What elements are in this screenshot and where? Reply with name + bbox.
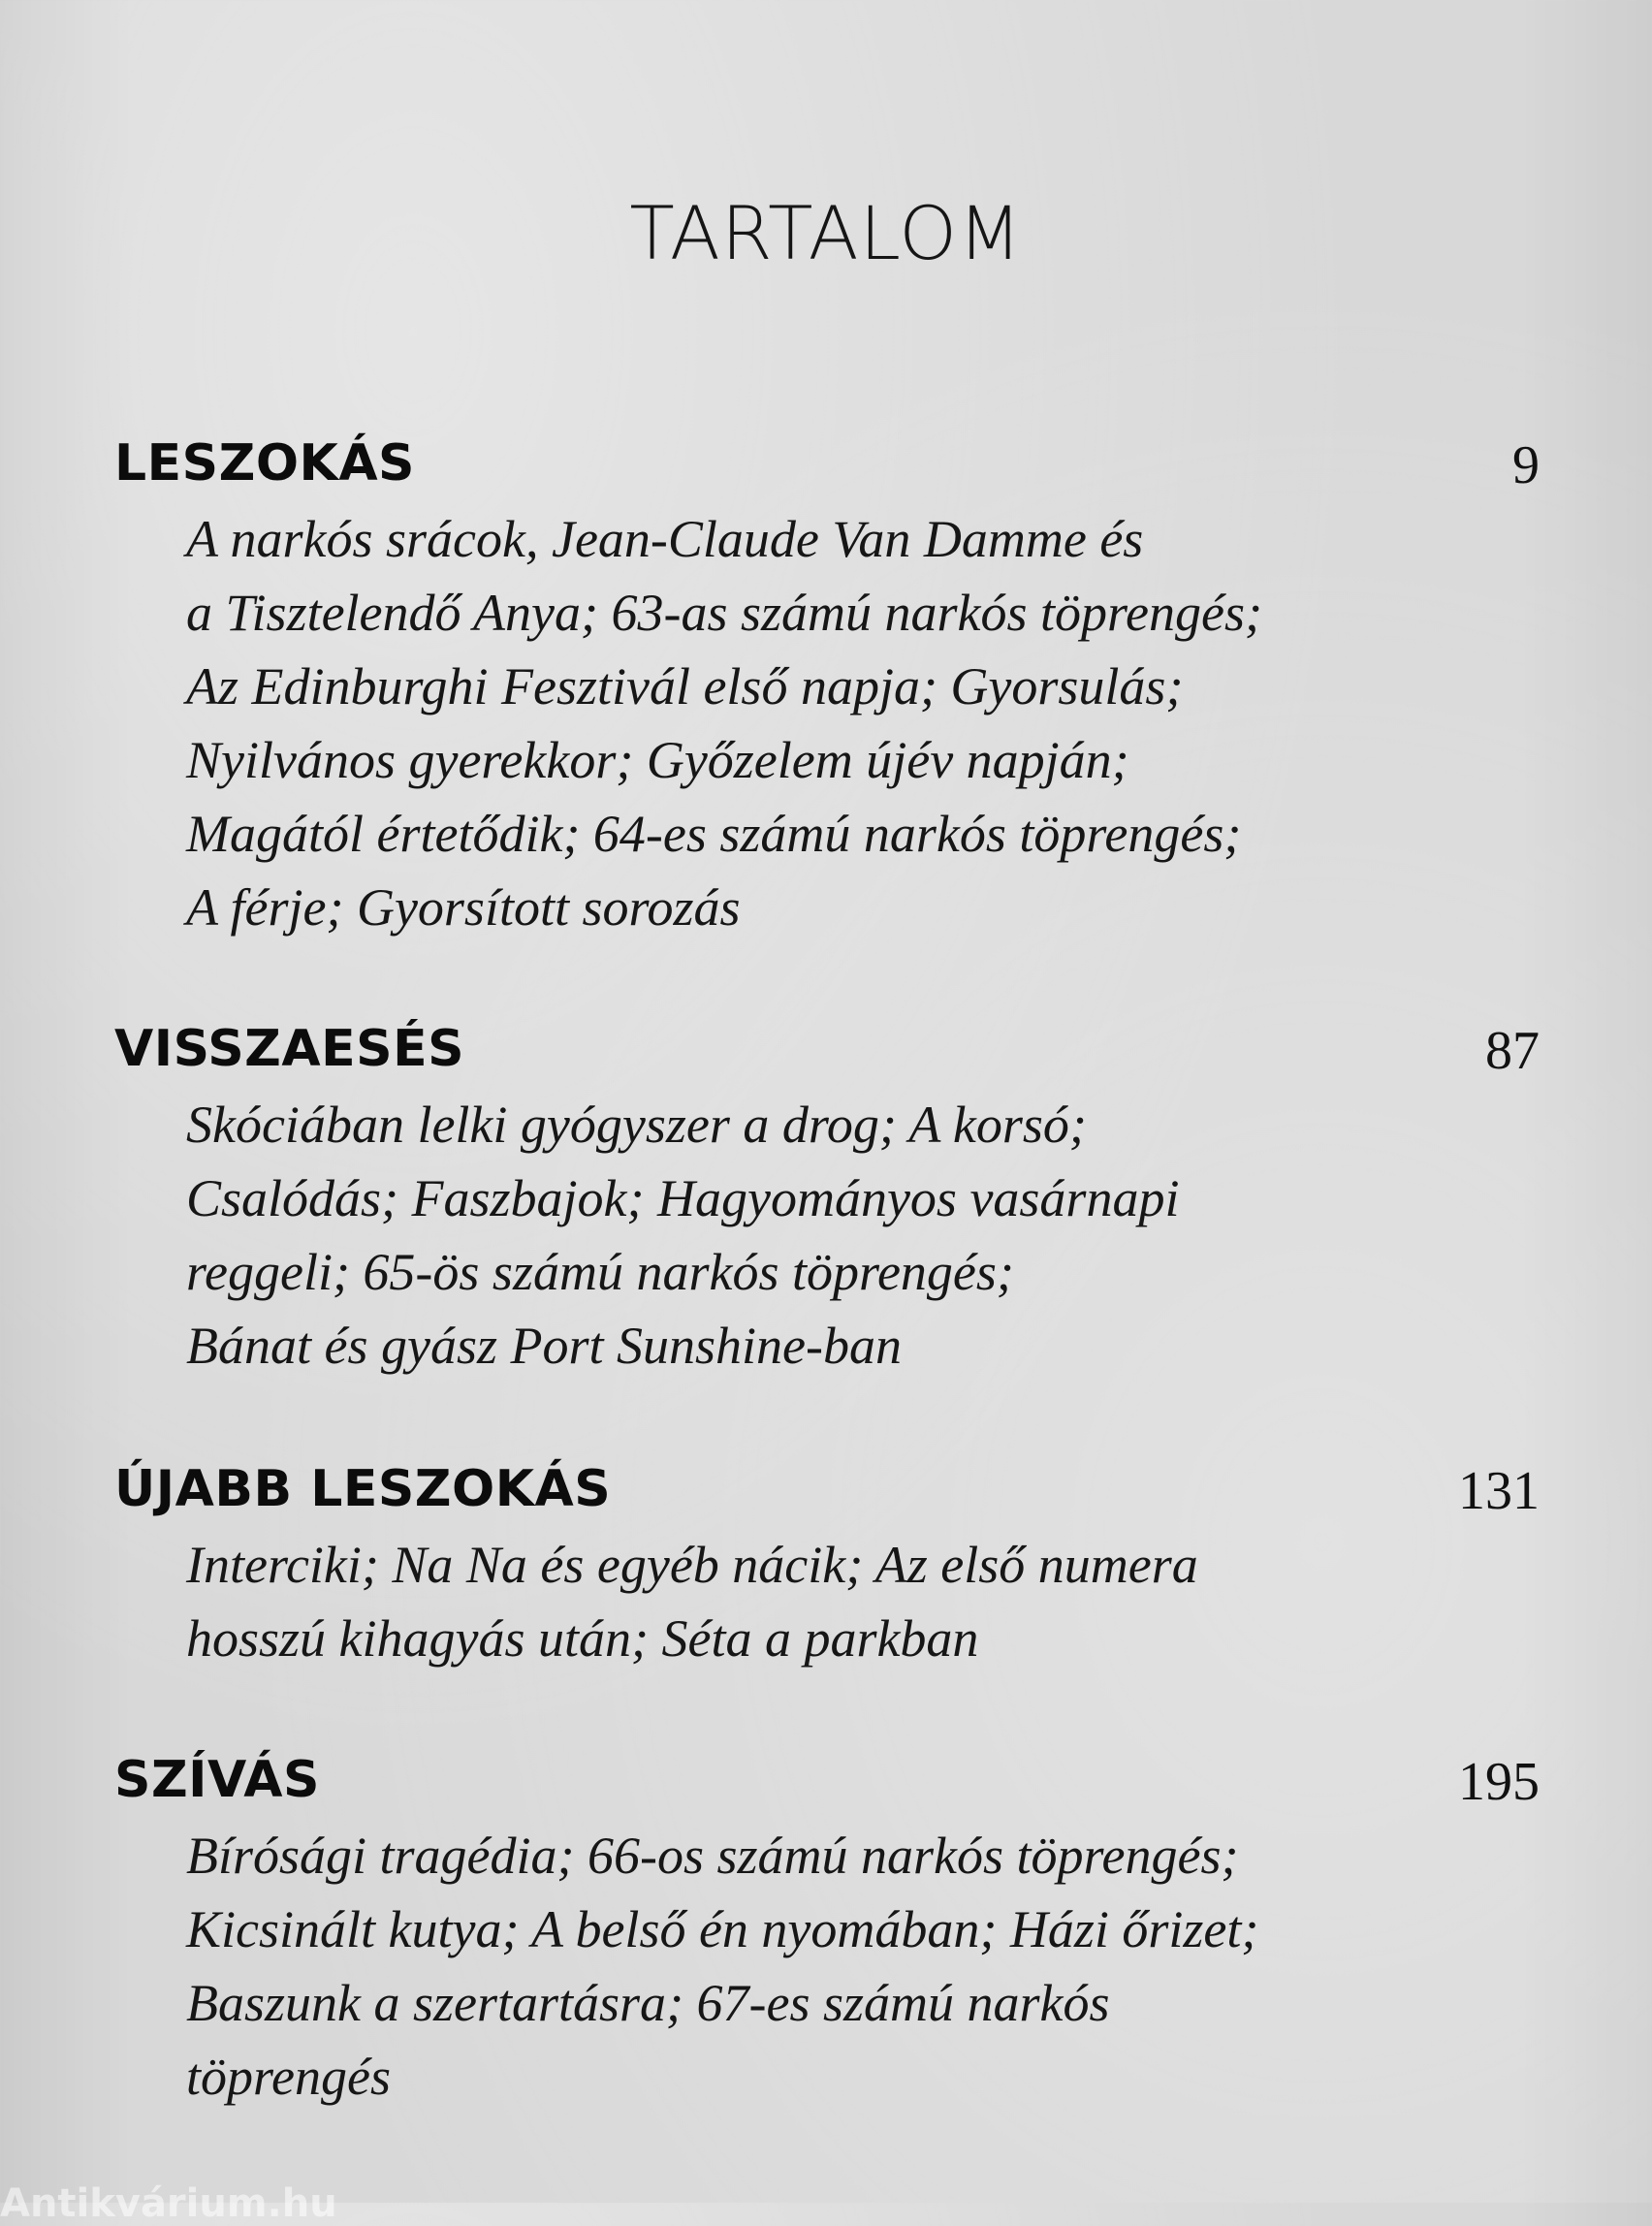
chapter-line: Csalódás; Faszbajok; Hagyományos vasárnapi (186, 1169, 1180, 1227)
toc-section-visszaeses (114, 1020, 1540, 1383)
section-header (114, 1020, 1540, 1088)
section-title: LESZOKÁS (114, 434, 416, 493)
watermark: Antikvárium.hu (0, 2181, 337, 2226)
section-chapter-list (186, 502, 1540, 944)
chapter-line: Bánat és gyász Port Sunshine-ban (186, 1317, 902, 1375)
section-page-number: 9 (1512, 435, 1540, 495)
chapter-line: Nyilvános gyerekkor; Győzelem újév napján; (186, 731, 1129, 789)
section-page-number: 131 (1458, 1461, 1540, 1521)
section-header (114, 1751, 1540, 1819)
chapter-line: Interciki; Na Na és egyéb nácik; Az első numera (186, 1536, 1198, 1594)
chapter-line: reggeli; 65-ös számú narkós töprengés; (186, 1243, 1014, 1301)
chapter-line: Bírósági tragédia; 66-os számú narkós töprengés; (186, 1827, 1239, 1885)
section-chapter-list (186, 1088, 1540, 1383)
chapter-line: Az Edinburghi Fesztivál első napja; Gyorsulás; (186, 657, 1184, 716)
section-chapter-list (186, 1819, 1540, 2114)
chapter-line: a Tisztelendő Anya; 63-as számú narkós töprengés; (186, 584, 1262, 642)
section-title: ÚJABB LESZOKÁS (114, 1460, 612, 1518)
section-header (114, 1460, 1540, 1528)
chapter-line: Skóciában lelki gyógyszer a drog; A korsó; (186, 1096, 1087, 1154)
chapter-line: A férje; Gyorsított sorozás (186, 878, 741, 937)
section-title: SZÍVÁS (114, 1751, 320, 1809)
section-page-number: 87 (1485, 1021, 1540, 1081)
toc-section-leszokas (114, 434, 1540, 944)
chapter-line: Kicsinált kutya; A belső én nyomában; Házi őrizet; (186, 1900, 1259, 1958)
toc-section-ujabb-leszokas (114, 1460, 1540, 1675)
chapter-line: A narkós srácok, Jean-Claude Van Damme és (186, 510, 1144, 568)
section-title: VISSZAESÉS (114, 1020, 465, 1078)
toc-title: TARTALOM (629, 190, 1023, 276)
toc-section-szivas (114, 1751, 1540, 2114)
section-page-number: 195 (1458, 1752, 1540, 1812)
chapter-line: hosszú kihagyás után; Séta a parkban (186, 1609, 979, 1668)
chapter-line: töprengés (186, 2048, 391, 2106)
chapter-line: Magától értetődik; 64-es számú narkós töprengés; (186, 805, 1242, 863)
section-chapter-list (186, 1528, 1540, 1675)
section-header (114, 434, 1540, 502)
chapter-line: Baszunk a szertartásra; 67-es számú narkós (186, 1974, 1110, 2032)
